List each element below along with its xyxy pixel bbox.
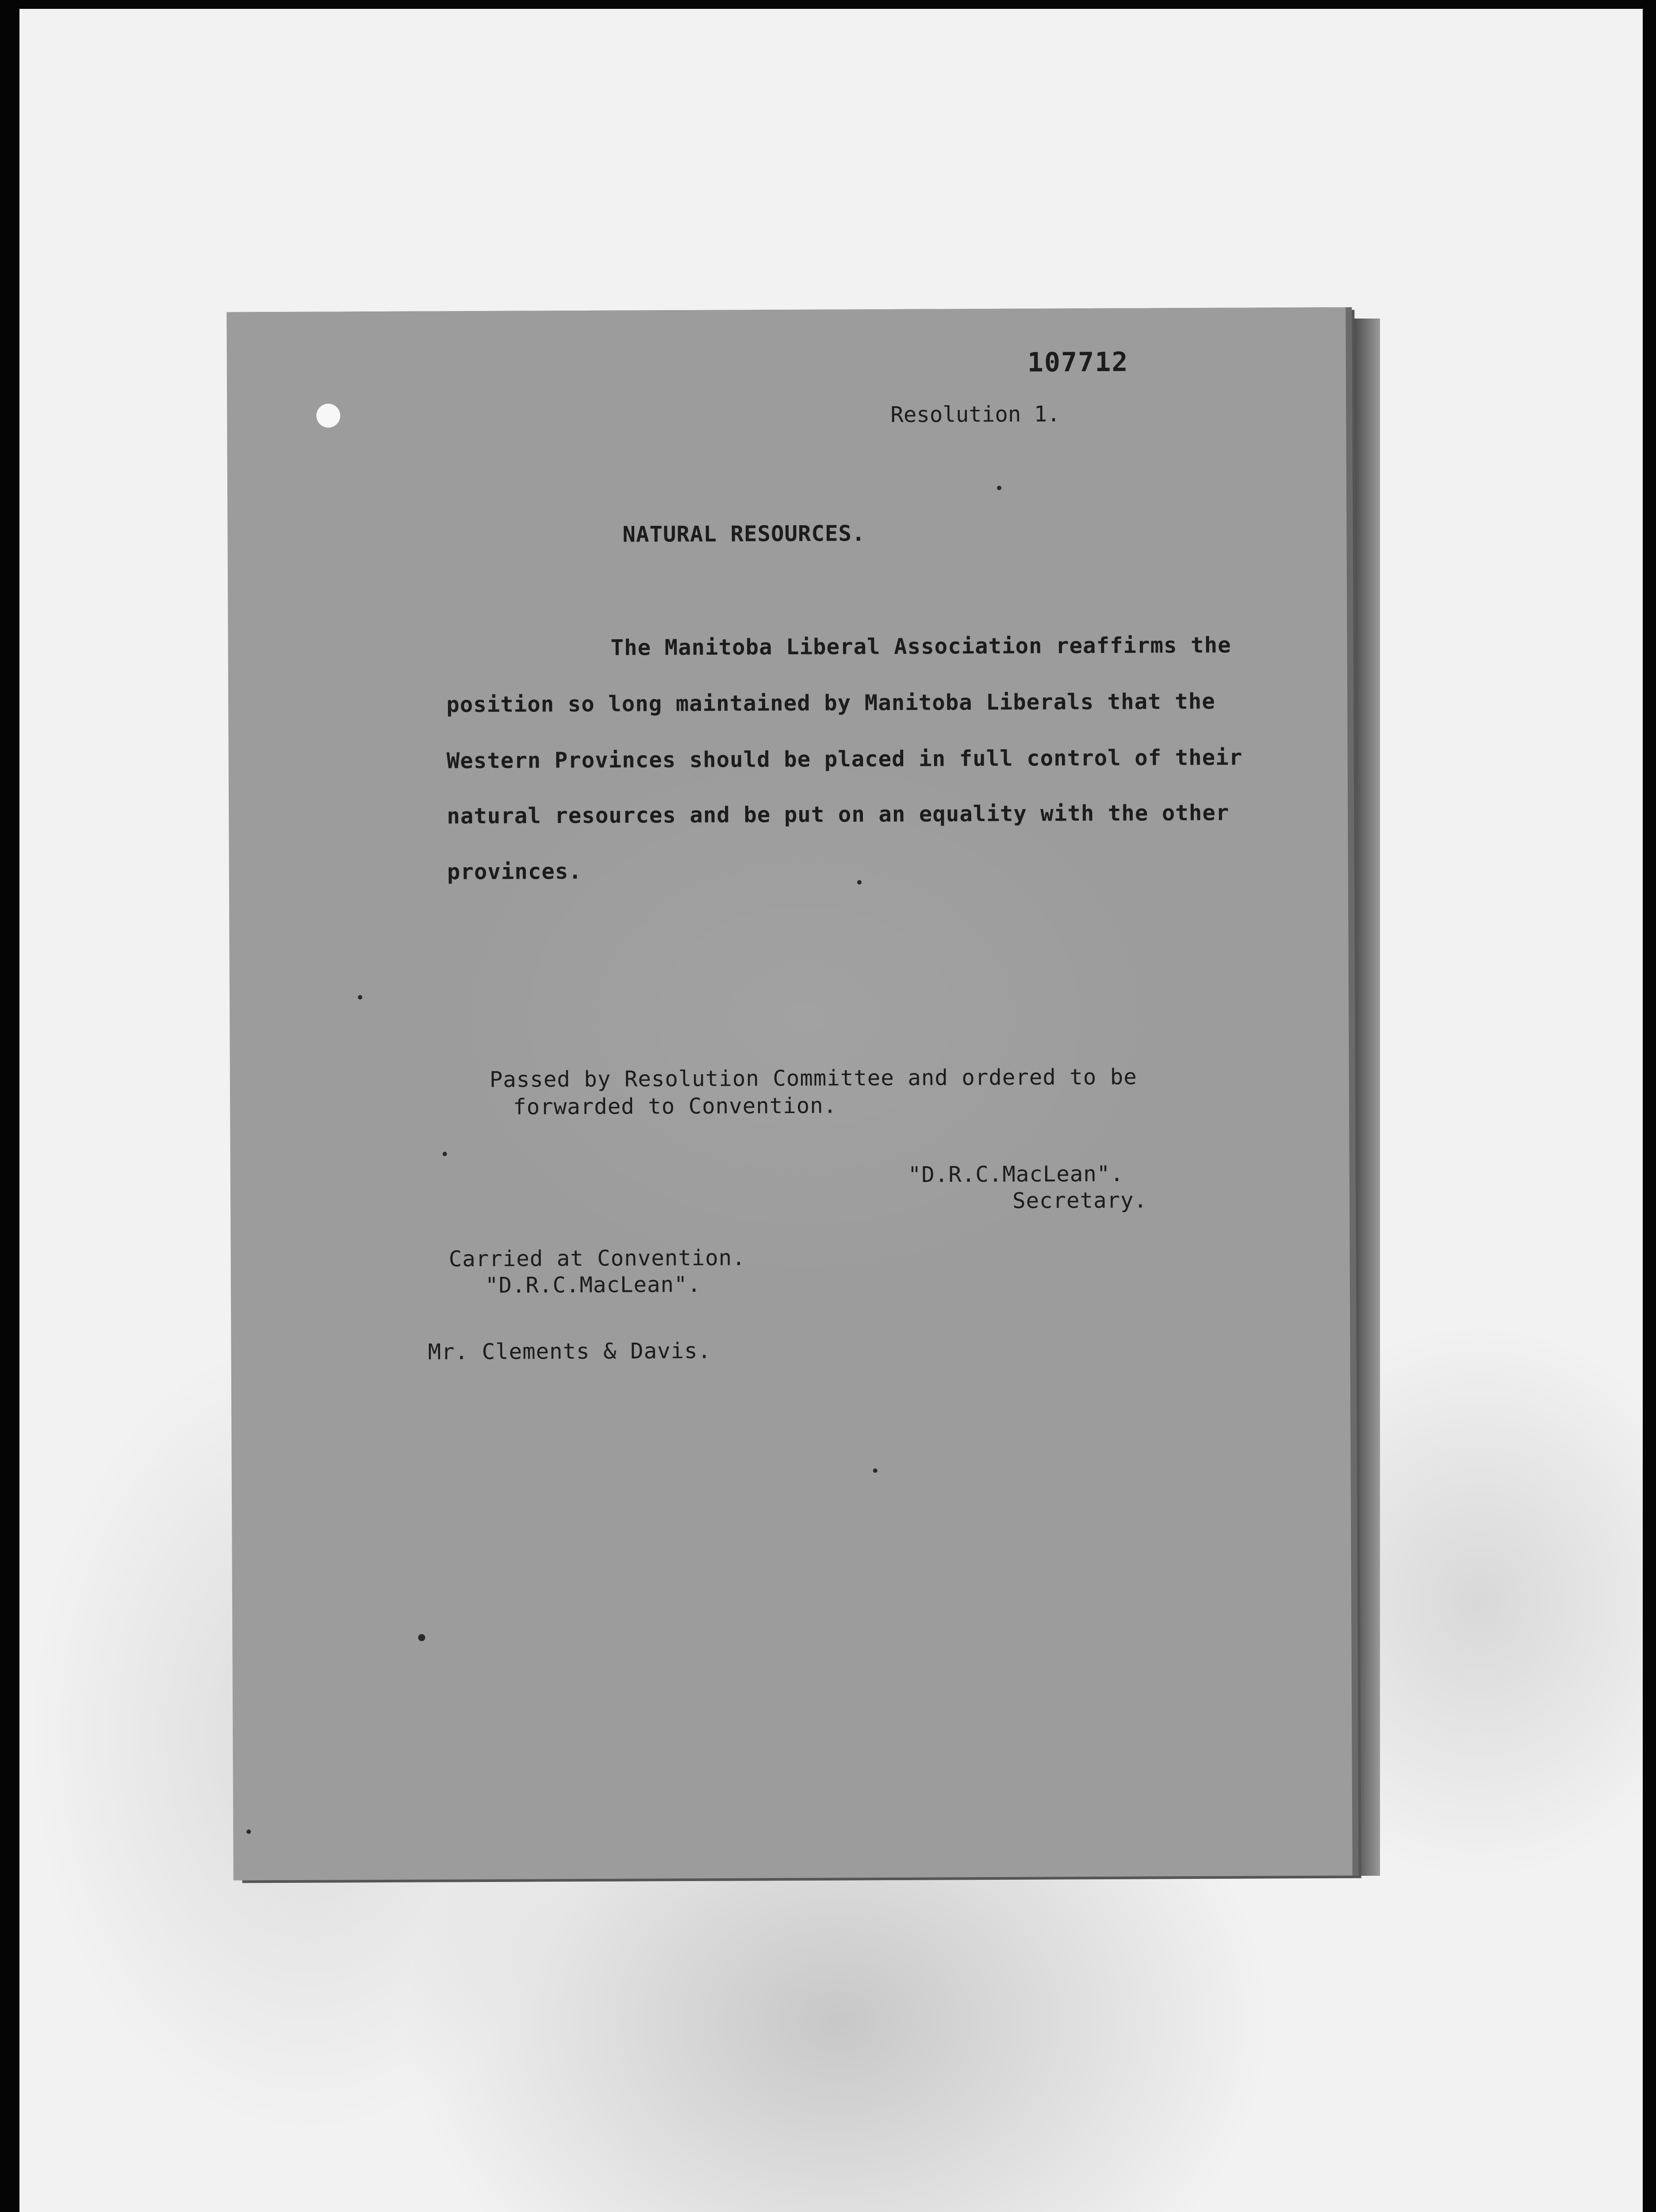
carried-line: Carried at Convention. — [448, 1245, 746, 1272]
document-heading: NATURAL RESOURCES. — [622, 521, 866, 547]
punch-hole — [316, 403, 340, 427]
document-number: 107712 — [1027, 346, 1129, 378]
carried-signature: "D.R.C.MacLean". — [485, 1271, 702, 1298]
passed-line: forwarded to Convention. — [513, 1093, 837, 1120]
paper-speck — [873, 1468, 878, 1473]
body-line: The Manitoba Liberal Association reaffirms the — [610, 632, 1231, 661]
passed-line: Passed by Resolution Committee and ordered to be — [489, 1064, 1137, 1092]
paper-speck — [246, 1829, 251, 1834]
paper-speck — [418, 1634, 425, 1641]
body-line: natural resources and be put on an equality with the other — [447, 800, 1230, 829]
resolution-label: Resolution 1. — [890, 401, 1060, 427]
paper-speck — [857, 880, 862, 884]
paper-speck — [997, 486, 1001, 490]
paper-speck — [358, 995, 362, 999]
typed-document-sheet — [226, 307, 1352, 1880]
body-line: provinces. — [447, 859, 582, 885]
paper-speck — [443, 1152, 447, 1156]
body-line: position so long maintained by Manitoba Liberals that the — [446, 688, 1215, 718]
body-line: Western Provinces should be placed in full control of their — [446, 745, 1243, 774]
signature-title: Secretary. — [1012, 1187, 1148, 1214]
signature-name: "D.R.C.MacLean". — [908, 1161, 1124, 1187]
cc-line: Mr. Clements & Davis. — [428, 1338, 712, 1365]
